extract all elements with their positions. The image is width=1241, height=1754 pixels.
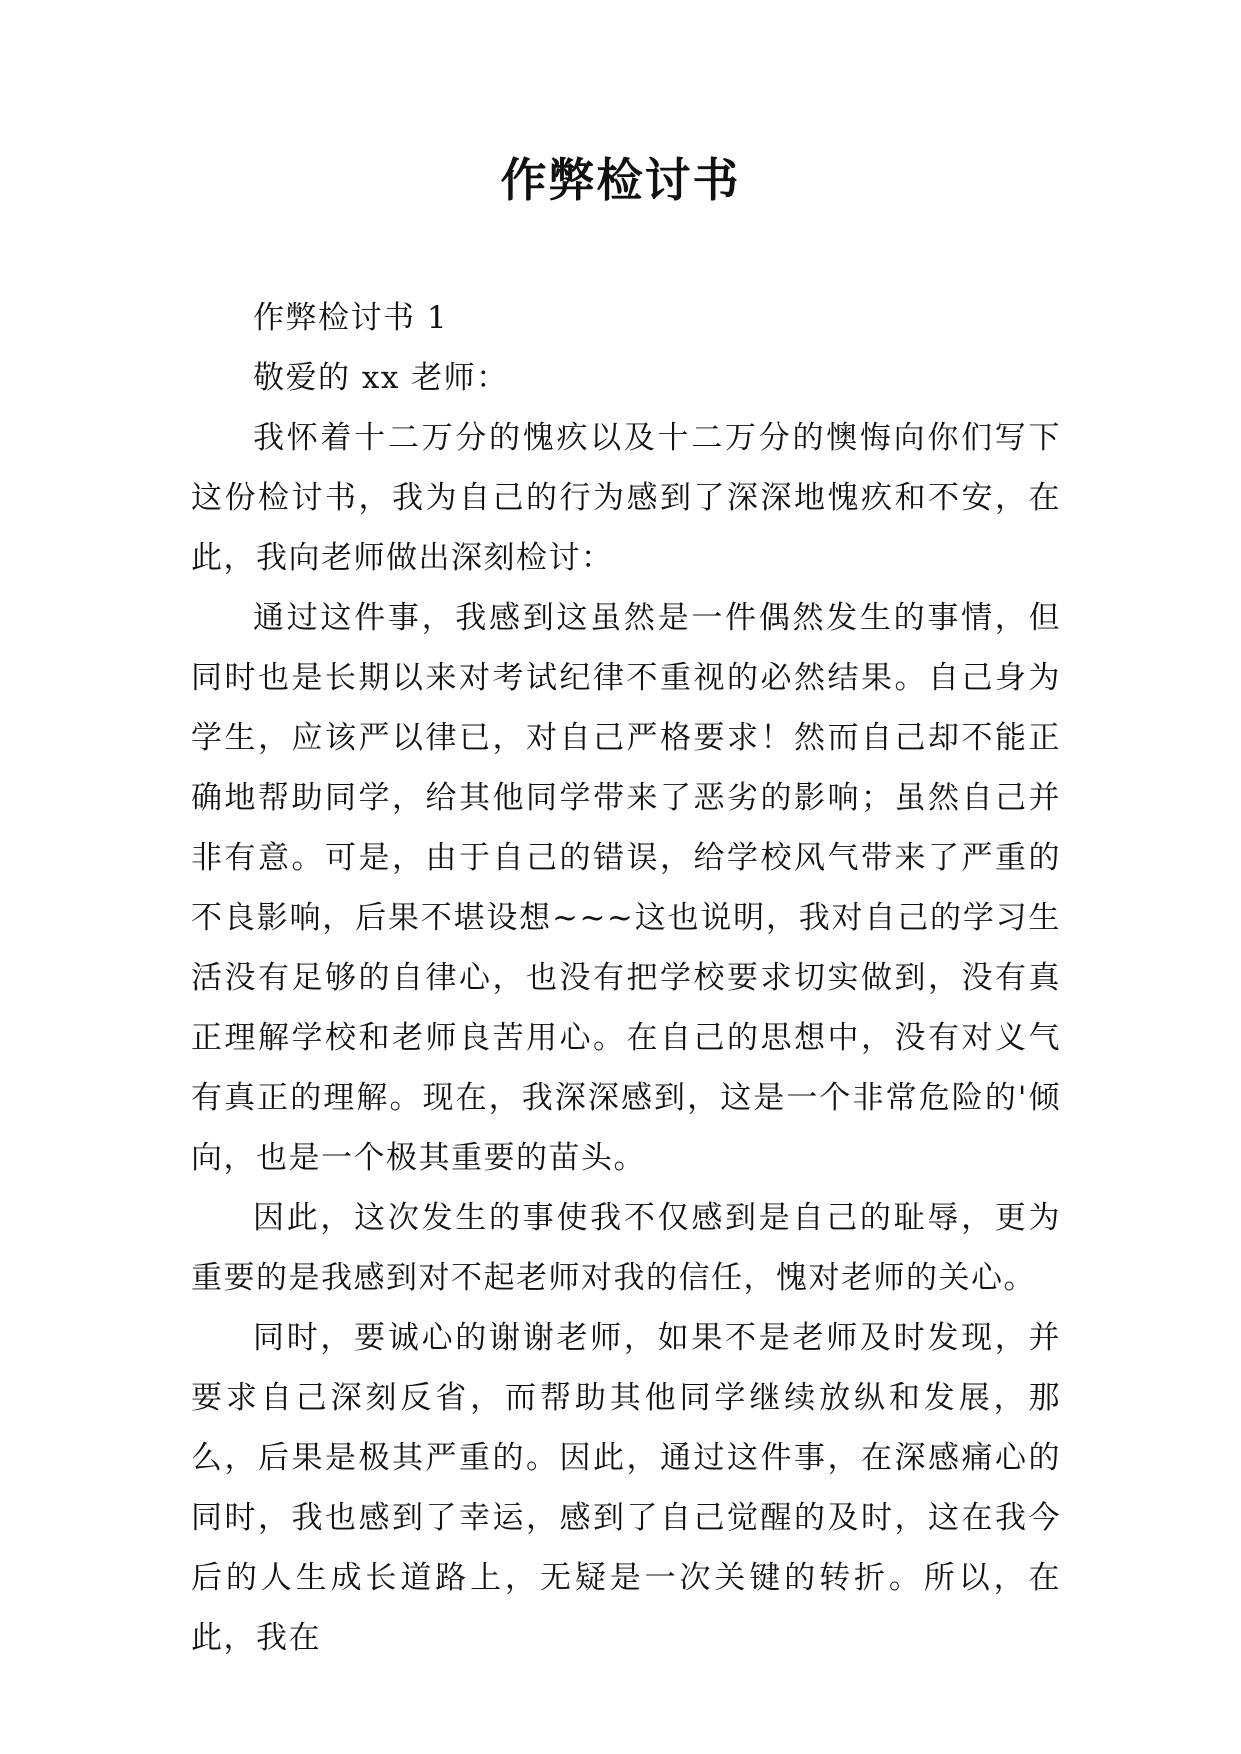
salutation: 敬爱的 xx 老师： <box>253 360 509 396</box>
document-title: 作弊检讨书 <box>500 153 741 207</box>
paragraph-3: 因此，这次发生的事使我不仅感到是自己的耻辱，更为重要的是我感到对不起老师对我的信任，愧对老师的关心。 <box>191 1200 1061 1296</box>
section-heading: 作弊检讨书 1 <box>253 300 449 336</box>
paragraph-4: 同时，要诚心的谢谢老师，如果不是老师及时发现，并要求自己深刻反省，而帮助其他同学继续放纵和发展，那么，后果是极其严重的。因此，通过这件事，在深感痛心的同时，我也感到了幸运，感到了自己觉醒的及时，这在我今后的人生成长道路上，无疑是一次关键的转折。所以，在此，我在 <box>191 1320 1061 1656</box>
paragraph-2: 通过这件事，我感到这虽然是一件偶然发生的事情，但同时也是长期以来对考试纪律不重视的必然结果。自己身为学生，应该严以律已，对自己严格要求！然而自己却不能正确地帮助同学，给其他同学带来了恶劣的影响；虽然自己并非有意。可是，由于自己的错误，给学校风气带来了严重的不良影响，后果不堪设想~~~这也说明，我对自己的学习生活没有足够的自律心，也没有把学校要求切实做到，没有真正理解学校和老师良苦用心。在自己的思想中，没有对义气有真正的理解。现在，我深深感到，这是一个非常危险的'倾向，也是一个极其重要的苗头。 <box>191 600 1061 1176</box>
paragraph-1: 我怀着十二万分的愧疚以及十二万分的懊悔向你们写下这份检讨书，我为自己的行为感到了深深地愧疚和不安，在此，我向老师做出深刻检讨： <box>191 420 1061 576</box>
document-body <box>191 288 1061 1668</box>
